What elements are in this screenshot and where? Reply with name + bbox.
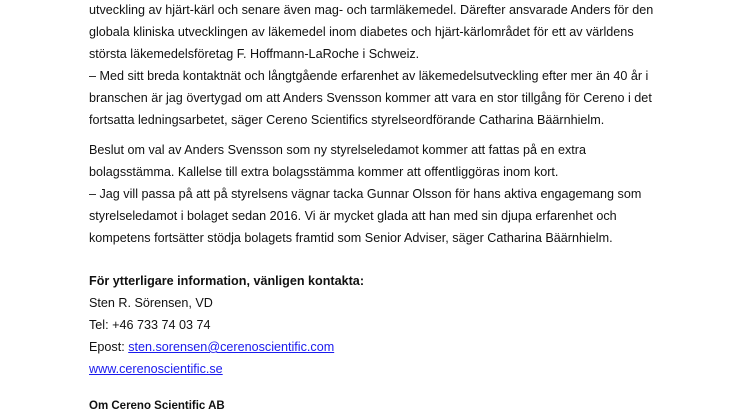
text-line: styrelseledamot i bolaget sedan 2016. Vi är mycket glada att han med sin djupa erfarenhet och bbox=[89, 209, 617, 223]
text-line: globala kliniska utvecklingen av läkemedel inom diabetes och hjärt-kärlområdet för ett av världens bbox=[89, 25, 634, 39]
paragraph-thanks-quote bbox=[89, 183, 689, 249]
contact-heading: För ytterligare information, vänligen kontakta: bbox=[89, 274, 365, 288]
contact-block bbox=[89, 270, 689, 380]
text-line: branschen är jag övertygad om att Anders Svensson kommer att vara en stor tillgång för Cereno i det bbox=[89, 91, 652, 105]
contact-email-label: Epost: bbox=[89, 340, 129, 354]
paragraph-chair-quote bbox=[89, 65, 689, 131]
text-line: Beslut om val av Anders Svensson som ny styrelseledamot kommer att fattas på en extra bbox=[89, 143, 586, 157]
paragraph-board-decision bbox=[89, 139, 689, 183]
text-line: utveckling av hjärt-kärl och senare även mag- och tarmläkemedel. Därefter ansvarade Anders för den bbox=[89, 3, 654, 17]
text-line: fortsatta ledningsarbetet, säger Cereno Scientifics styrelseordförande Catharina Bäärnhielm. bbox=[89, 113, 605, 127]
text-line: kompetens fortsätter stödja bolagets framtid som Senior Adviser, säger Catharina Bäärnhielm. bbox=[89, 231, 613, 245]
text-line: – Jag vill passa på att på styrelsens vägnar tacka Gunnar Olsson för hans aktiva engagemang som bbox=[89, 187, 642, 201]
contact-phone: Tel: +46 733 74 03 74 bbox=[89, 318, 211, 332]
text-line: – Med sitt breda kontaktnät och långtgående erfarenhet av läkemedelsutveckling efter mer än 40 år i bbox=[89, 69, 649, 83]
contact-website-row bbox=[89, 358, 689, 380]
text-line: största läkemedelsföretag F. Hoffmann-LaRoche i Schweiz. bbox=[89, 47, 420, 61]
text-line: bolagsstämma. Kallelse till extra bolagsstämma kommer att offentliggöras inom kort. bbox=[89, 165, 559, 179]
paragraph-anders-background bbox=[89, 0, 689, 65]
about-heading: Om Cereno Scientific AB bbox=[89, 400, 225, 412]
contact-email-link[interactable]: sten.sorensen@cerenoscientific.com bbox=[128, 340, 335, 354]
contact-name: Sten R. Sörensen, VD bbox=[89, 296, 213, 310]
contact-website-link[interactable]: www.cerenoscientific.se bbox=[89, 362, 223, 376]
contact-email-row bbox=[89, 336, 689, 358]
